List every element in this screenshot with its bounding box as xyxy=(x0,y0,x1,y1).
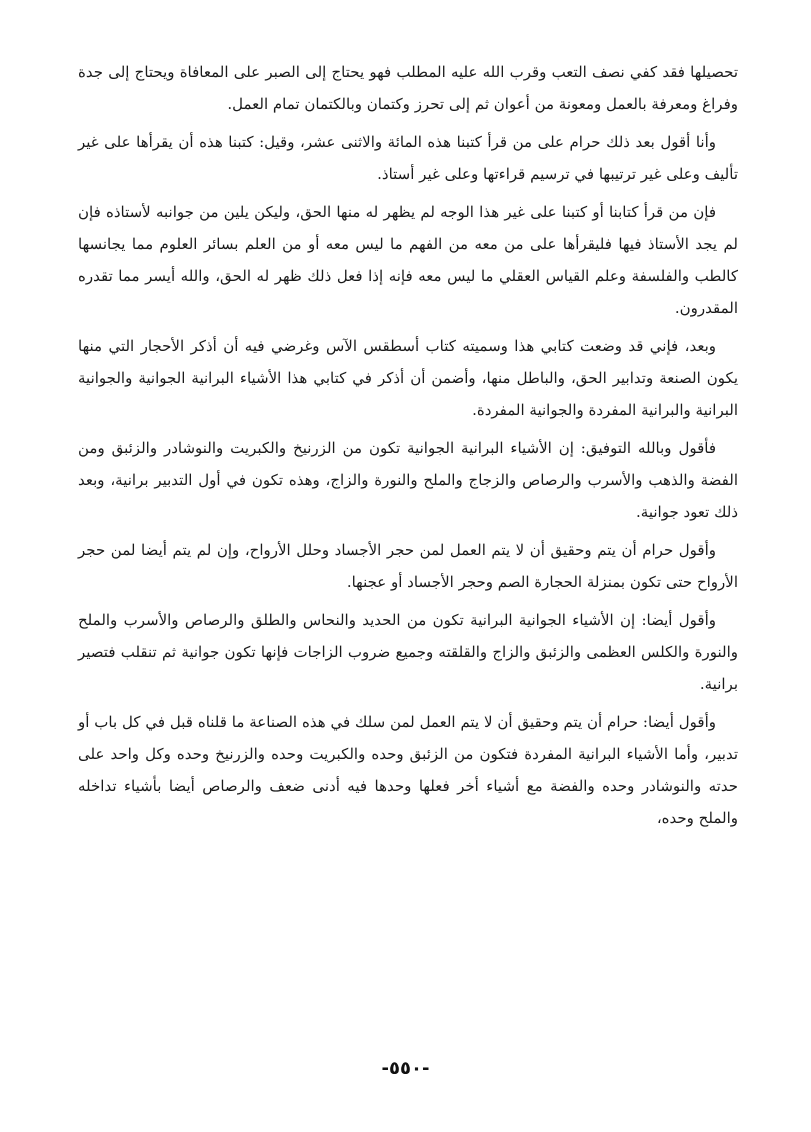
paragraph: وأقول أيضا: إن الأشياء الجوانية البرانية تكون من الحديد والنحاس والطلق والرصاص والأسرب والملح والنورة والكلس العظمى والزئبق والزاج والقلقته وجميع ضروب الزاجات فإنها تكون جوانية ثم تنقلب فتصير برانية. xyxy=(78,611,738,693)
body-text xyxy=(78,56,738,840)
paragraph: وأنا أقول بعد ذلك حرام على من قرأ كتبنا هذه المائة والاثنى عشر، وقيل: كتبنا هذه أن يقرأها على غير تأليف وعلى غير ترتيبها في ترسيم قراءتها وعلى غير أستاذ. xyxy=(78,133,738,183)
paragraph: فإن من قرأ كتابنا أو كتبنا على غير هذا الوجه لم يظهر له منها الحق، وليكن يلين من جوانبه لأستاذه فإن لم يجد الأستاذ فيها فليقرأها على من معه من الفهم ما ليس معه أو من العلم بسائر العلوم مما يجانسها كالطب والفلسفة وعلم القياس العقلي ما ليس معه فإنه إذا فعل ذلك ظهر له الحق، والله أيسر مما تقدره المقدرون. xyxy=(78,203,738,317)
page-number: -٥٥٠- xyxy=(381,1058,430,1079)
paragraph: وبعد، فإني قد وضعت كتابي هذا وسميته كتاب أسطقس الآس وغرضي فيه أن أذكر الأحجار التي منها يكون الصنعة وتدابير الحق، والباطل منها، وأضمن أن أذكر في كتابي هذا الأشياء البرانية الجوانية والجوانية البرانية والبرانية المفردة والجوانية المفردة. xyxy=(78,337,738,419)
paragraph: فأقول وبالله التوفيق: إن الأشياء البرانية الجوانية تكون من الزرنيخ والكبريت والنوشادر والزئبق ومن الفضة والذهب والأسرب والرصاص والزجاج والملح والنورة والزاج، وهذه تكون في أول التدبير برانية، وبعد ذلك تعود جوانية. xyxy=(78,439,738,521)
paragraph: وأقول حرام أن يتم وحقيق أن لا يتم العمل لمن حجر الأجساد وحلل الأرواح، وإن لم يتم أيضا لمن حجر الأرواح حتى تكون بمنزلة الحجارة الصم وحجر الأجساد أو عجنها. xyxy=(78,541,738,591)
paragraph: وأقول أيضا: حرام أن يتم وحقيق أن لا يتم العمل لمن سلك في هذه الصناعة ما قلناه قبل في كل باب أو تدبير، وأما الأشياء البرانية المفردة فتكون من الزئبق وحده والكبريت وحده والزرنيخ وحده وكل واحد على حدته والنوشادر وحده والفضة مع أشياء أخر فعلها وحدها فيه أدنى ضعف والرصاص أيضا بأشياء تداخله والملح وحده، xyxy=(78,713,738,827)
paragraph: تحصيلها فقد كفي نصف التعب وقرب الله عليه المطلب فهو يحتاج إلى الصبر على المعافاة ويحتاج إلى جدة وفراغ ومعرفة بالعمل ومعونة من أعوان ثم إلى تحرز وكتمان وبالكتمان تمام العمل. xyxy=(78,63,738,113)
